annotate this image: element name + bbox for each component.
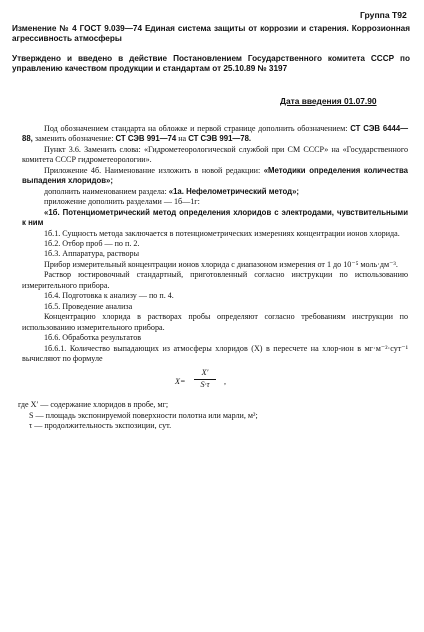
definitions [18, 400, 408, 431]
paragraph: Концентрацию хлорида в растворах пробы определяют согласно требованиям инструкции по использованию измерительного прибора. [22, 312, 408, 332]
paragraph: 1б.6.1. Количество выпадающих из атмосферы хлоридов (X) в пересчете на хлор-ион в мг·м⁻²·сут⁻¹ вычисляют по формуле [22, 343, 408, 363]
text: на [176, 134, 189, 144]
paragraph: 1б.3. Аппаратура, растворы [44, 249, 140, 259]
paragraph: 1б.1. Сущность метода заключается в потенциометрических измерениях концентрации ионов хлорида. [44, 228, 400, 238]
paragraph: 1б.6. Обработка результатов [44, 333, 142, 343]
change-title: Изменение № 4 ГОСТ 9.039—74 Единая система защиты от коррозии и старения. Коррозионная агрессивность атмосферы [12, 24, 410, 44]
formula-lhs: X= [175, 377, 186, 387]
formula-fraction [194, 368, 216, 390]
definition: где X′ — содержание хлоридов в пробе, мг; [18, 400, 169, 410]
paragraph [22, 166, 408, 187]
formula-denominator: S·τ [200, 379, 210, 389]
approval-statement: Утверждено и введено в действие Постановлением Государственного комитета СССР по управлению качеством продукции и стандартам от 25.10.89 № 3197 [12, 54, 410, 74]
paragraph: 1б.5. Проведение анализа [44, 301, 133, 311]
section-title: «1а. Нефелометрический метод»; [168, 186, 300, 196]
standard-ref: СТ СЭВ 6444—88, [22, 124, 408, 144]
standard-ref: СТ СЭВ 991—74 [115, 134, 177, 144]
definition: τ — продолжительность экспозиции, сут. [29, 421, 172, 431]
document-body [18, 124, 408, 432]
definition: S — площадь экспонируемой поверхности полотна или марли, м²; [29, 410, 258, 420]
paragraph [22, 124, 408, 145]
group-code: Группа Т92 [360, 10, 407, 20]
section-title: «Методики определения количества выпадения хлоридов»; [22, 165, 408, 186]
text: заменить обозначение: [32, 134, 116, 144]
text: дополнить наименованием раздела: [44, 186, 169, 196]
text: Приложение 4б. Наименование изложить в новой редакции: [44, 165, 264, 175]
paragraph [22, 187, 408, 197]
formula-comma: , [224, 377, 227, 387]
paragraph: Раствор юстировочный стандартный, приготовленный согласно инструкции по использованию измерительного прибора. [22, 270, 408, 290]
effective-date: Дата введения 01.07.90 [280, 96, 377, 106]
paragraph: приложение дополнить разделами — 1б—1г: [44, 197, 200, 207]
section-heading: «1б. Потенциометрический метод определения хлоридов с электродами, чувствительными к ним [22, 207, 408, 228]
formula-numerator: X′ [194, 368, 216, 379]
text: Под обозначением стандарта на обложке и первой странице дополнить обозначением: [44, 124, 351, 133]
formula [22, 368, 408, 396]
paragraph: 1б.4. Подготовка к анализу — по п. 4. [44, 291, 174, 301]
paragraph: 1б.2. Отбор проб — по п. 2. [44, 238, 140, 248]
standard-ref: СТ СЭВ 991—78. [188, 134, 252, 144]
paragraph: Прибор измерительный концентрации ионов хлорида с диапазоном измерения от 1 до 10⁻⁵ моль·дм⁻³. [44, 259, 398, 269]
paragraph: Пункт 3.6. Заменить слова: «Гидрометеорологической службой при СМ СССР» на «Государственного комитета СССР гидрометеорологии». [22, 144, 408, 165]
